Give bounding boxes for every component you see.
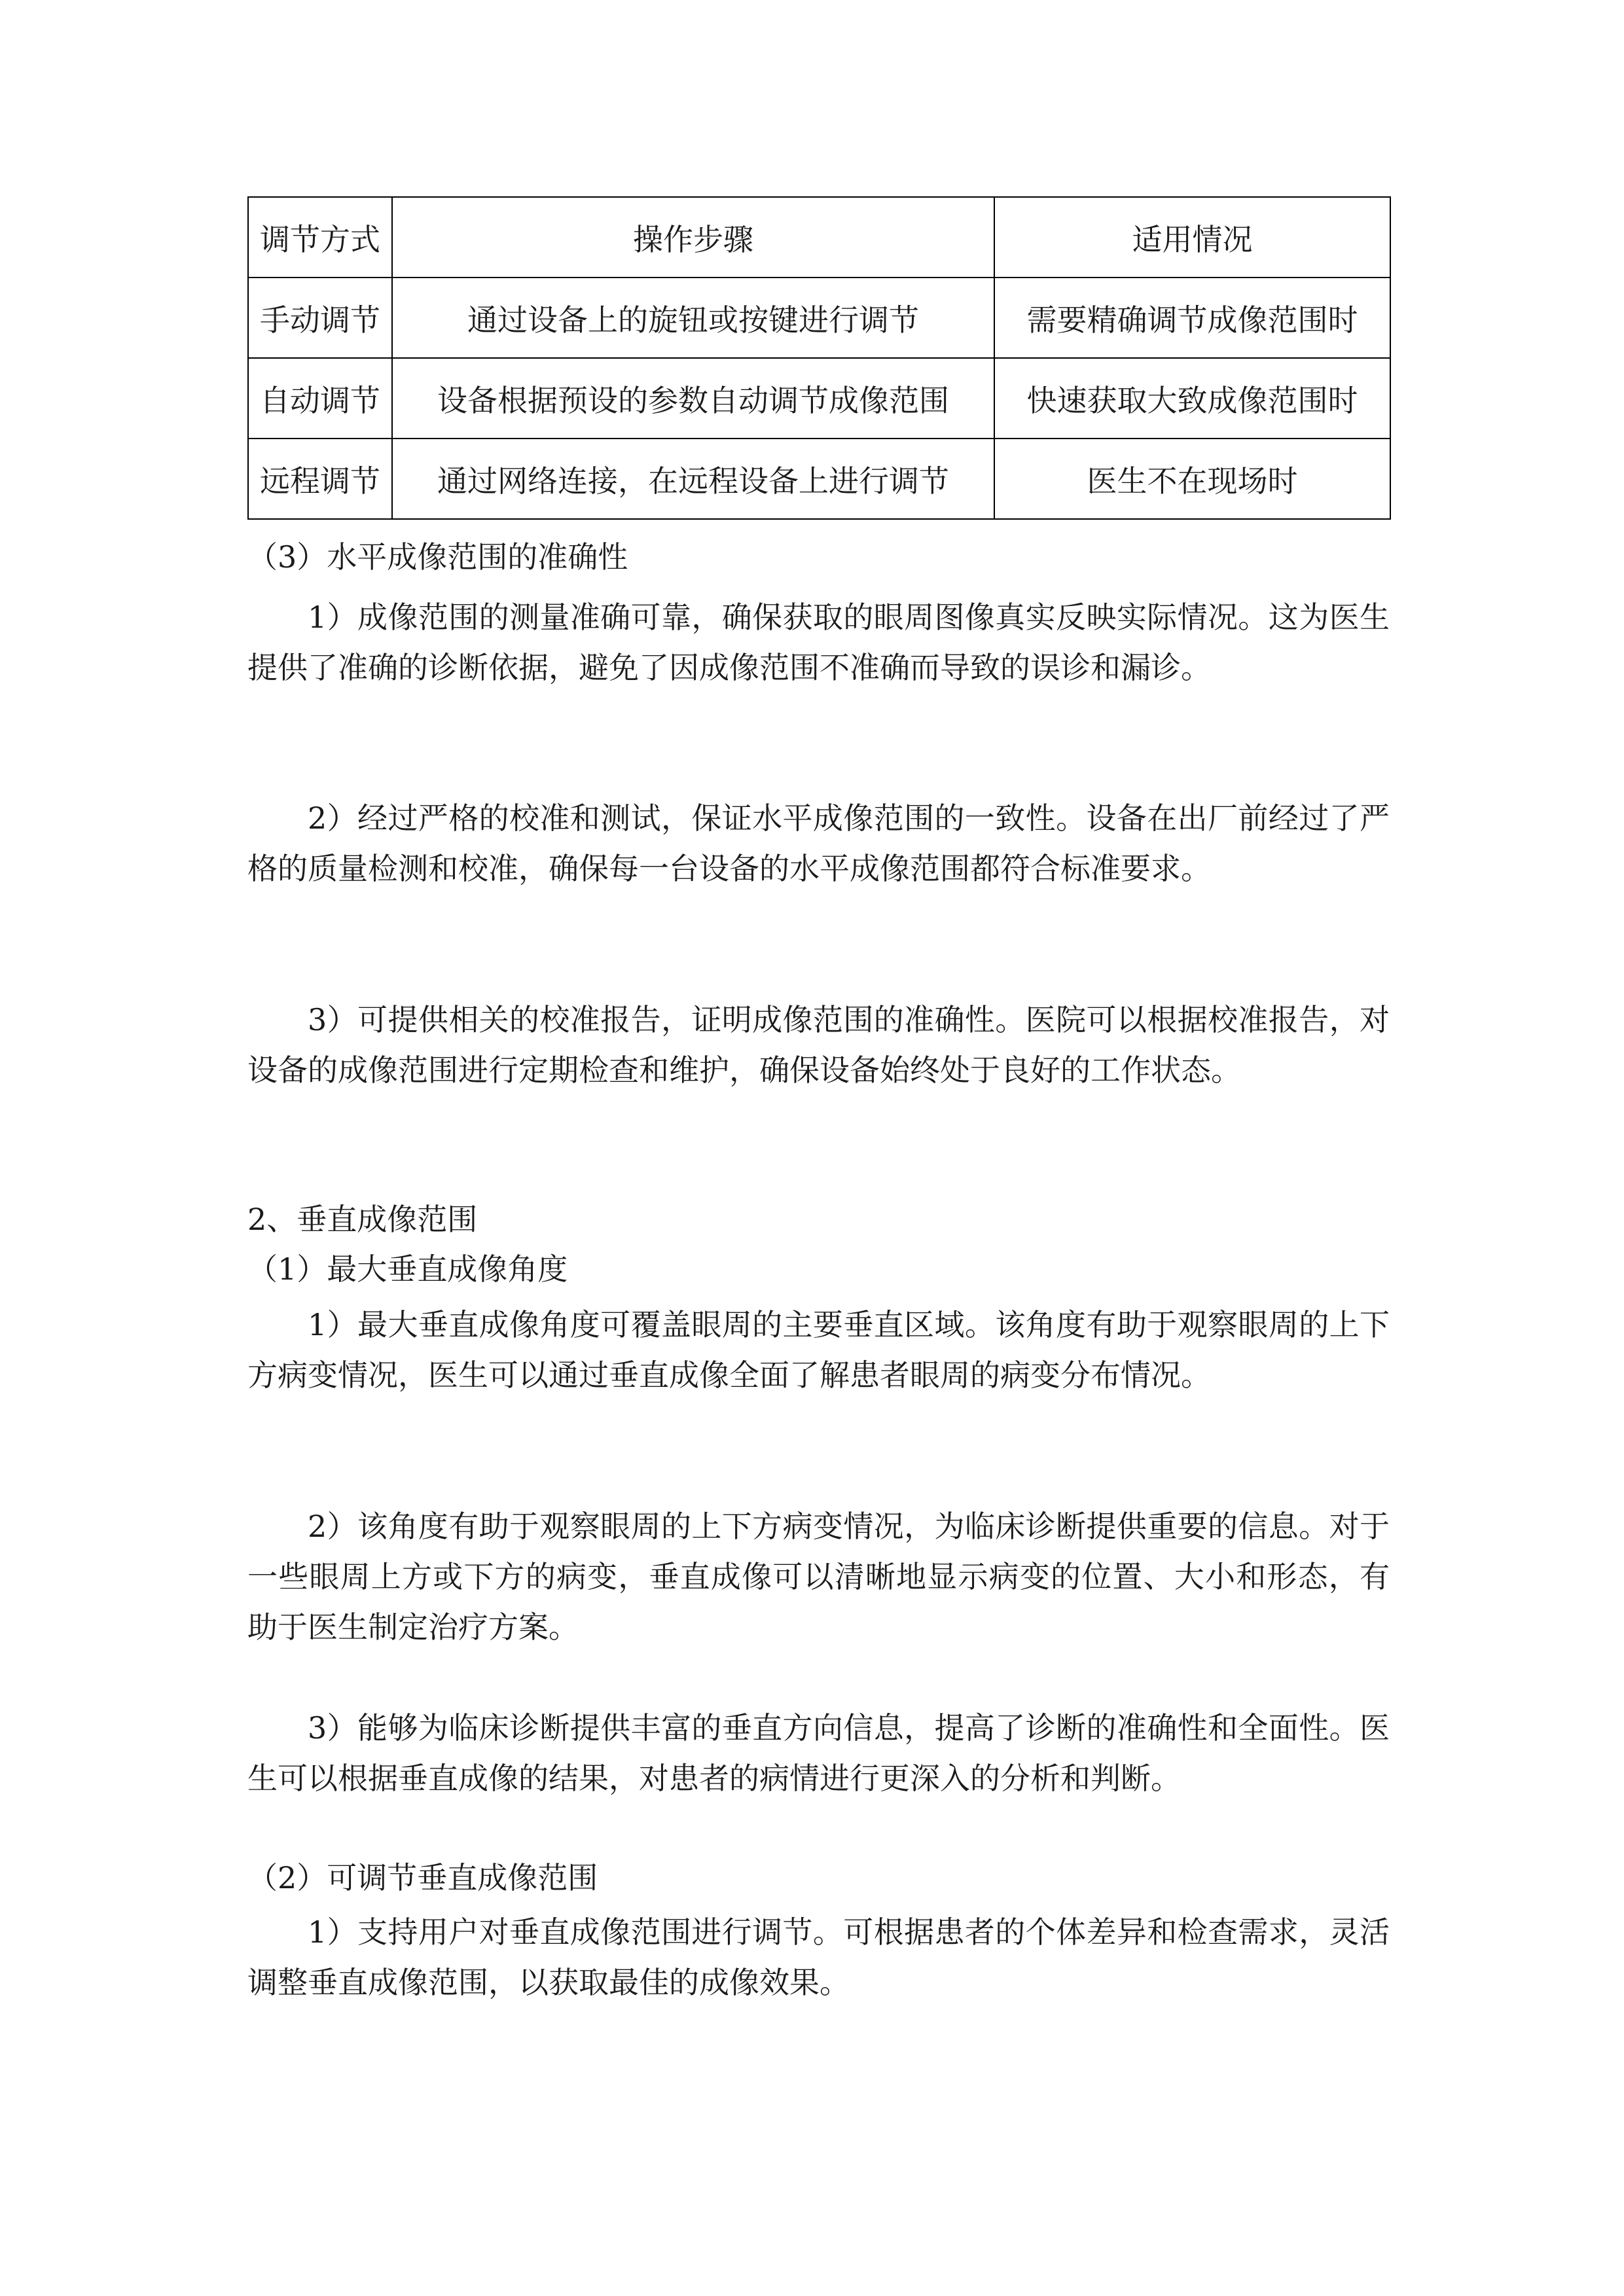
section-heading: （3）水平成像范围的准确性 bbox=[247, 539, 628, 575]
vertical-sub1-heading-block bbox=[247, 1249, 1390, 1289]
paragraph: 1）成像范围的测量准确可靠，确保获取的眼周图像真实反映实际情况。这为医生提供了准确的诊断依据，避免了因成像范围不准确而导致的误诊和漏诊。 bbox=[247, 600, 1390, 685]
document-page bbox=[247, 196, 1390, 2000]
section-3-paragraph-2 bbox=[247, 793, 1390, 894]
subsection-heading: （2）可调节垂直成像范围 bbox=[247, 1860, 598, 1895]
section-3-paragraph-3 bbox=[247, 995, 1390, 1096]
paragraph: 1）支持用户对垂直成像范围进行调节。可根据患者的个体差异和检查需求，灵活调整垂直成像范围，以获取最佳的成像效果。 bbox=[247, 1914, 1390, 2000]
table-cell: 远程调节 bbox=[248, 439, 392, 519]
adjustment-methods-table bbox=[247, 196, 1391, 520]
table-cell: 通过网络连接，在远程设备上进行调节 bbox=[392, 439, 994, 519]
table-cell: 设备根据预设的参数自动调节成像范围 bbox=[392, 358, 994, 439]
table-cell: 自动调节 bbox=[248, 358, 392, 439]
table-header-cell: 操作步骤 bbox=[392, 197, 994, 278]
vertical-sub1-paragraph-3 bbox=[247, 1703, 1390, 1804]
vertical-sub2-heading-block bbox=[247, 1857, 1390, 1898]
paragraph: 3）能够为临床诊断提供丰富的垂直方向信息，提高了诊断的准确性和全面性。医生可以根据垂直成像的结果，对患者的病情进行更深入的分析和判断。 bbox=[247, 1710, 1390, 1796]
table-cell: 医生不在现场时 bbox=[994, 439, 1390, 519]
paragraph: 1）最大垂直成像角度可覆盖眼周的主要垂直区域。该角度有助于观察眼周的上下方病变情况，医生可以通过垂直成像全面了解患者眼周的病变分布情况。 bbox=[247, 1307, 1390, 1393]
section-3-heading-block bbox=[247, 537, 1390, 577]
table-header-cell: 调节方式 bbox=[248, 197, 392, 278]
table-cell: 需要精确调节成像范围时 bbox=[994, 278, 1390, 358]
vertical-sub2-paragraph-1 bbox=[247, 1907, 1390, 2008]
paragraph: 2）该角度有助于观察眼周的上下方病变情况，为临床诊断提供重要的信息。对于一些眼周上方或下方的病变，垂直成像可以清晰地显示病变的位置、大小和形态，有助于医生制定治疗方案。 bbox=[247, 1509, 1390, 1645]
table-row bbox=[248, 358, 1390, 439]
section-heading: 2、垂直成像范围 bbox=[247, 1202, 478, 1237]
table-row bbox=[248, 439, 1390, 519]
table-cell: 手动调节 bbox=[248, 278, 392, 358]
paragraph: 3）可提供相关的校准报告，证明成像范围的准确性。医院可以根据校准报告，对设备的成像范围进行定期检查和维护，确保设备始终处于良好的工作状态。 bbox=[247, 1002, 1390, 1088]
section-3-paragraph-1 bbox=[247, 592, 1390, 693]
table-cell: 通过设备上的旋钮或按键进行调节 bbox=[392, 278, 994, 358]
vertical-range-heading-block bbox=[247, 1199, 1390, 1240]
table-row bbox=[248, 278, 1390, 358]
table-header-cell: 适用情况 bbox=[994, 197, 1390, 278]
vertical-sub1-paragraph-1 bbox=[247, 1300, 1390, 1401]
paragraph: 2）经过严格的校准和测试，保证水平成像范围的一致性。设备在出厂前经过了严格的质量检测和校准，确保每一台设备的水平成像范围都符合标准要求。 bbox=[247, 800, 1390, 886]
table-cell: 快速获取大致成像范围时 bbox=[994, 358, 1390, 439]
table-header-row bbox=[248, 197, 1390, 278]
subsection-heading: （1）最大垂直成像角度 bbox=[247, 1251, 568, 1287]
vertical-sub1-paragraph-2 bbox=[247, 1501, 1390, 1653]
